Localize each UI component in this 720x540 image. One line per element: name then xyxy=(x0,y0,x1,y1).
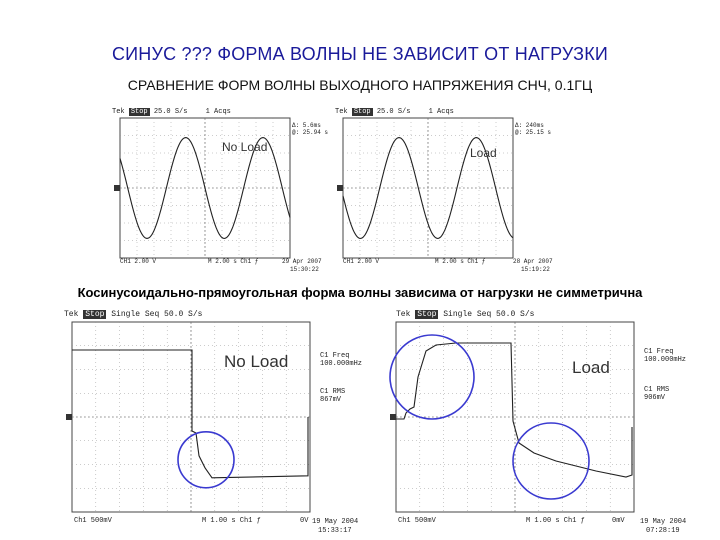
channel-marker xyxy=(114,185,120,191)
scope-square-noload xyxy=(60,308,370,540)
freq-value: 100.000mHz xyxy=(320,360,363,368)
scope-header: Tek Stop 25.0 S/s 1 Acqs xyxy=(335,108,454,116)
scope-sine-load xyxy=(335,108,555,278)
freq-value: 100.000mHz xyxy=(644,356,687,364)
time: 15:30:22 xyxy=(290,266,319,273)
date: 28 Apr 2007 xyxy=(513,258,553,265)
measurement-at: @: 25.94 s xyxy=(292,129,329,136)
freq-label: C1 Freq xyxy=(644,348,674,356)
channel-scale: CH1 2.00 V xyxy=(343,258,380,265)
rms-label: C1 RMS xyxy=(644,386,670,394)
rms-value: 906mV xyxy=(644,394,666,402)
freq-label: C1 Freq xyxy=(320,352,350,360)
timebase: M 1.00 s Ch1 ƒ xyxy=(526,517,585,525)
scope-sine-noload xyxy=(112,108,329,278)
timebase: M 2.00 s Ch1 ƒ xyxy=(208,258,259,265)
trigger-level: 0V xyxy=(300,517,309,525)
load-label: No Load xyxy=(224,352,289,371)
time: 15:33:17 xyxy=(318,527,352,535)
trigger-level: 0mV xyxy=(612,517,625,525)
rms-value: 867mV xyxy=(320,396,342,404)
measurement-at: @: 25.15 s xyxy=(515,129,552,136)
channel-marker xyxy=(66,414,72,420)
time: 15:19:22 xyxy=(521,266,550,273)
date: 19 May 2004 xyxy=(312,518,359,526)
scope-header: Tek Stop Single Seq 50.0 S/s xyxy=(396,310,535,319)
timebase: M 1.00 s Ch1 ƒ xyxy=(202,517,261,525)
slide-subtitle: СРАВНЕНИЕ ФОРМ ВОЛНЫ ВЫХОДНОГО НАПРЯЖЕНИЯ СНЧ, 0.1ГЦ xyxy=(127,77,593,93)
scope-header: Tek Stop 25.0 S/s 1 Acqs xyxy=(112,108,231,116)
measurement-delta: Δ: 240ms xyxy=(515,122,544,129)
oscilloscope-screen xyxy=(72,322,310,512)
oscilloscope-screen xyxy=(396,322,634,512)
channel-scale: Ch1 500mV xyxy=(74,517,112,525)
load-label: Load xyxy=(470,146,497,160)
channel-marker xyxy=(390,414,396,420)
timebase: M 2.00 s Ch1 ƒ xyxy=(435,258,486,265)
slide-caption: Косинусоидально-прямоугольная форма волны зависима от нагрузки не симметрична xyxy=(77,285,643,300)
oscilloscope-screen xyxy=(120,118,290,258)
load-label: Load xyxy=(572,358,610,377)
load-label: No Load xyxy=(222,140,268,154)
scope-header: Tek Stop Single Seq 50.0 S/s xyxy=(64,310,203,319)
measurement-delta: Δ: 5.6ms xyxy=(292,122,321,129)
channel-scale: CH1 2.00 V xyxy=(120,258,157,265)
slide-title: СИНУС ??? ФОРМА ВОЛНЫ НЕ ЗАВИСИТ ОТ НАГРУЗКИ xyxy=(111,44,609,64)
rms-label: C1 RMS xyxy=(320,388,346,396)
channel-marker xyxy=(337,185,343,191)
time: 07:28:19 xyxy=(646,527,680,535)
scope-square-load xyxy=(392,308,702,540)
date: 29 Apr 2007 xyxy=(282,258,322,265)
oscilloscope-screen xyxy=(343,118,513,258)
date: 19 May 2004 xyxy=(640,518,687,526)
channel-scale: Ch1 500mV xyxy=(398,517,436,525)
